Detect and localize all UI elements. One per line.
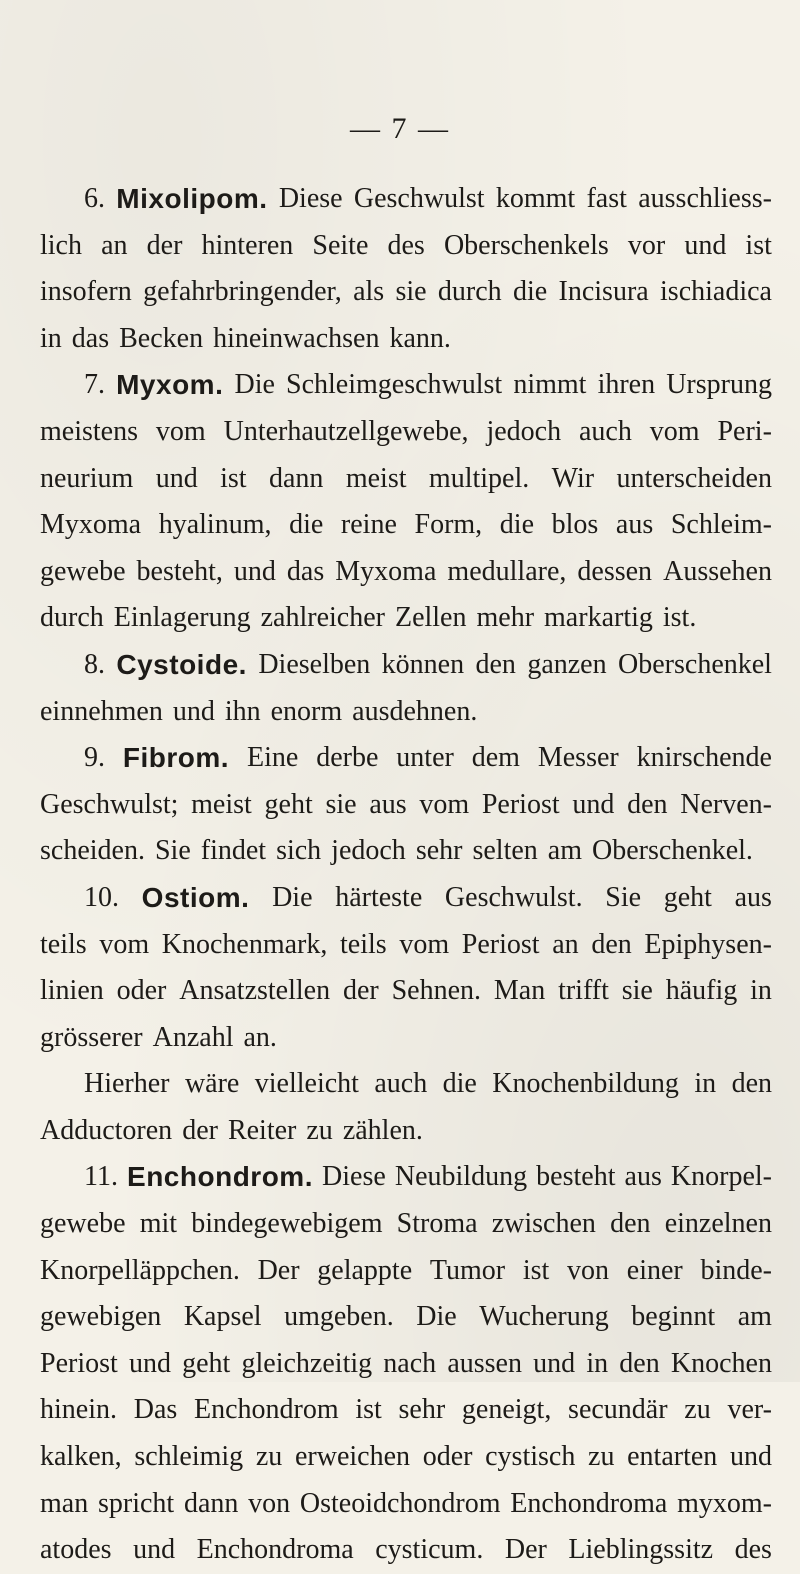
text-line: einnehmen und ihn enorm ausdehnen. xyxy=(40,695,478,727)
section-heading: Enchondrom. xyxy=(127,1161,313,1193)
section-heading: Myxom. xyxy=(116,369,224,401)
text-line: Myxoma hyalinum, die reine Form, die blos aus Schleim- xyxy=(40,509,772,541)
text-line: Hierher wäre vielleicht auch die Knochenbildung in den xyxy=(84,1068,772,1100)
text-line: 11. Enchondrom. Diese Neubildung besteht aus Knorpel- xyxy=(40,1154,772,1201)
text-line: gewebe besteht, und das Myxoma medullare, dessen Aussehen xyxy=(40,555,772,587)
text-line: hinein. Das Enchondrom ist sehr geneigt, secundär zu ver- xyxy=(40,1394,772,1426)
text-line: Knorpelläppchen. Der gelappte Tumor ist von einer binde- xyxy=(40,1254,772,1286)
section-heading: Mixolipom. xyxy=(116,183,268,214)
text-line: man spricht dann von Osteoidchondrom Enchondroma myxom- xyxy=(40,1487,772,1519)
body-text xyxy=(40,176,772,1574)
text-line: 6. Mixolipom. Diese Geschwulst kommt fast ausschliess- xyxy=(40,176,772,223)
section-heading: Cystoide. xyxy=(116,648,247,680)
section-number: 8. xyxy=(84,648,105,680)
text-line: meistens vom Unterhautzellgewebe, jedoch auch vom Peri- xyxy=(40,415,772,447)
text-line: kalken, schleimig zu erweichen oder cystisch zu entarten und xyxy=(40,1441,772,1473)
text-line: Periost und geht gleichzeitig nach aussen und in den Knochen xyxy=(40,1347,772,1379)
text-line: 9. Fibrom. Eine derbe unter dem Messer knirschende xyxy=(40,735,772,782)
text-line: 7. Myxom. Die Schleimgeschwulst nimmt ihren Ursprung xyxy=(40,362,772,409)
text-line: teils vom Knochenmark, teils vom Periost an den Epiphysen- xyxy=(40,928,772,960)
text-line: Geschwulst; meist geht sie aus vom Periost und den Nerven- xyxy=(40,788,772,820)
text-line: Adductoren der Reiter zu zählen. xyxy=(40,1114,423,1146)
text-line: gewebigen Kapsel umgeben. Die Wucherung beginnt am xyxy=(40,1301,772,1333)
section-number: 10. xyxy=(84,881,119,913)
text-line: gewebe mit bindegewebigem Stroma zwischen den einzelnen xyxy=(40,1208,772,1240)
text-line: durch Einlagerung zahlreicher Zellen mehr markartig ist. xyxy=(40,602,697,634)
section-number: 6. xyxy=(84,183,105,214)
text-line: neurium und ist dann meist multipel. Wir unterscheiden xyxy=(40,462,772,494)
text-line: atodes und Enchondroma cysticum. Der Lieblingssitz des xyxy=(40,1534,772,1566)
page-number: — 7 — xyxy=(350,112,450,145)
text-line: 10. Ostiom. Die härteste Geschwulst. Sie geht aus xyxy=(40,875,772,922)
text-line: in das Becken hineinwachsen kann. xyxy=(40,322,451,354)
text-line: 8. Cystoide. Dieselben können den ganzen Oberschenkel xyxy=(40,642,772,689)
section-heading: Fibrom. xyxy=(122,742,230,774)
section-number: 7. xyxy=(84,369,105,401)
section-number: 9. xyxy=(84,742,105,774)
section-number: 11. xyxy=(84,1161,118,1193)
text-line: grösserer Anzahl an. xyxy=(40,1021,277,1053)
section-heading: Ostiom. xyxy=(141,881,250,913)
text-line: linien oder Ansatzstellen der Sehnen. Man trifft sie häufig in xyxy=(40,975,772,1007)
text-line: lich an der hinteren Seite des Oberschenkels vor und ist xyxy=(40,229,772,261)
text-line: insofern gefahrbringender, als sie durch die Incisura ischiadica xyxy=(40,276,772,308)
text-line: scheiden. Sie findet sich jedoch sehr selten am Oberschenkel. xyxy=(40,835,753,867)
